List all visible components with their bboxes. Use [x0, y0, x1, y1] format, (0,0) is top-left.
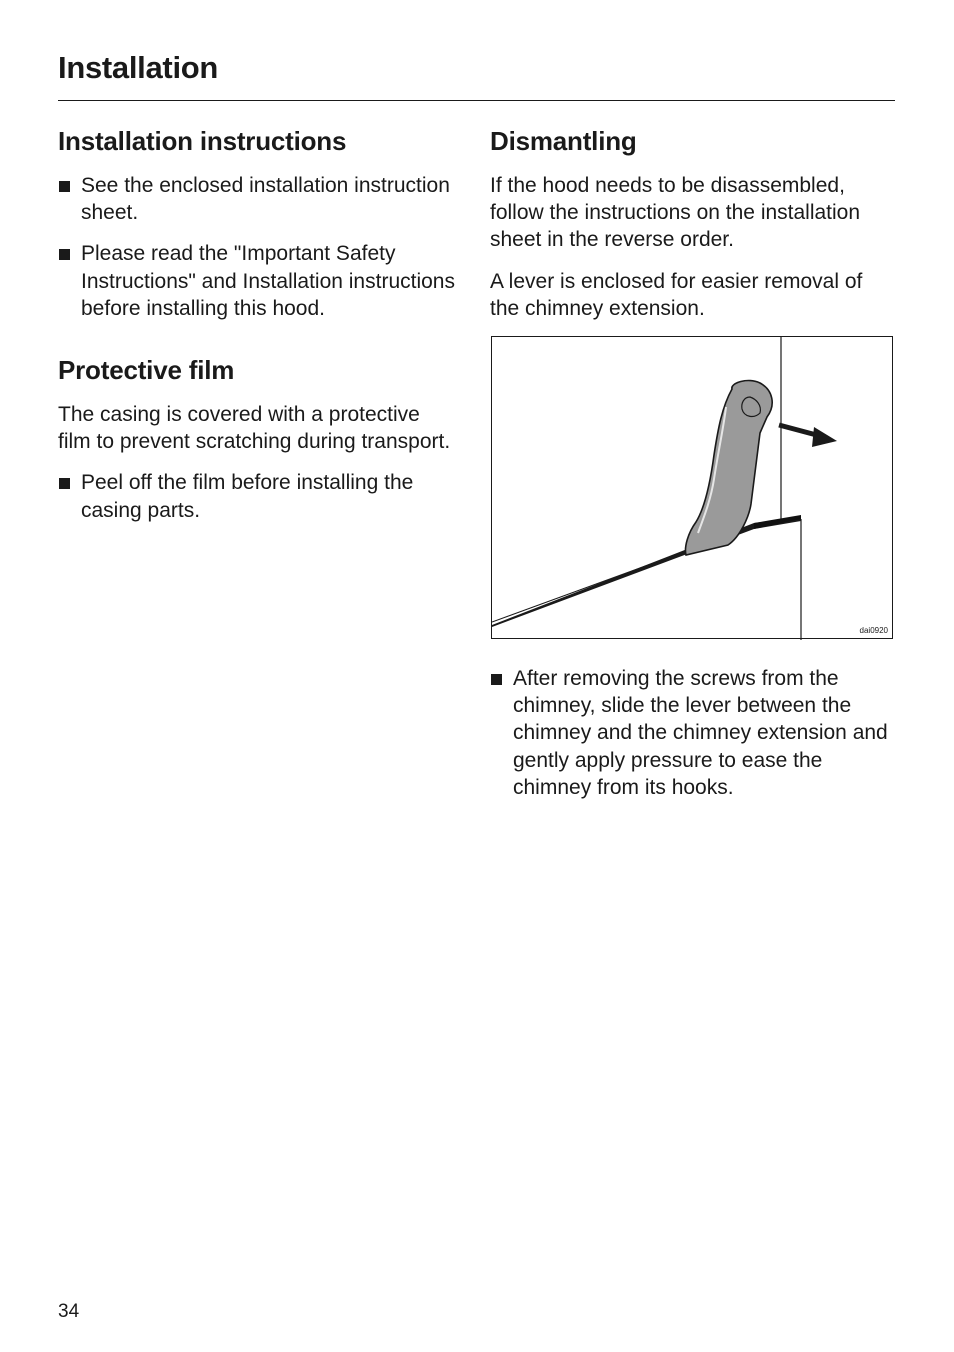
square-bullet-icon: [59, 249, 70, 260]
protective-film-list: [58, 469, 458, 523]
extension-top-edge: [492, 517, 801, 627]
installation-instructions-heading: Installation instructions: [58, 126, 347, 156]
right-column: [490, 124, 896, 815]
square-bullet-icon: [59, 181, 70, 192]
page-number: 34: [58, 1301, 80, 1322]
protective-film-heading: Protective film: [58, 355, 235, 386]
arrow-right-icon: [812, 427, 837, 447]
dismantling-list: [490, 665, 896, 801]
list-item: [58, 172, 458, 226]
list-item: [58, 469, 458, 523]
protective-film-paragraph: The casing is covered with a protective film to prevent scratching during transport.: [58, 403, 451, 454]
lever-body: [685, 381, 772, 555]
page-title: Installation: [58, 50, 219, 85]
figure-label: dai0920: [859, 626, 888, 636]
dismantling-paragraph: If the hood needs to be disassembled, follow the instructions on the installation sheet in the reverse order.: [490, 174, 861, 252]
title-divider: [58, 100, 895, 101]
square-bullet-icon: [59, 478, 70, 489]
extension-back-line: [492, 549, 692, 622]
lever-drawing: [492, 337, 894, 640]
list-item-text: After removing the screws from the chimney, slide the lever between the chimney and the chimney extension and gently apply pressure to ease the chimney from its hooks.: [513, 667, 888, 799]
dismantling-paragraph: A lever is enclosed for easier removal of the chimney extension.: [490, 269, 863, 320]
list-item-text: See the enclosed installation instruction sheet.: [81, 174, 450, 225]
list-item-text: Peel off the film before installing the casing parts.: [81, 471, 414, 522]
left-column: [58, 124, 458, 538]
dismantling-heading: Dismantling: [490, 126, 637, 156]
list-item: [490, 665, 896, 801]
list-item: [58, 240, 458, 322]
installation-instructions-list: [58, 172, 458, 322]
lever-illustration: [491, 336, 893, 639]
square-bullet-icon: [491, 674, 502, 685]
list-item-text: Please read the "Important Safety Instructions" and Installation instructions before installing this hood.: [81, 242, 455, 320]
